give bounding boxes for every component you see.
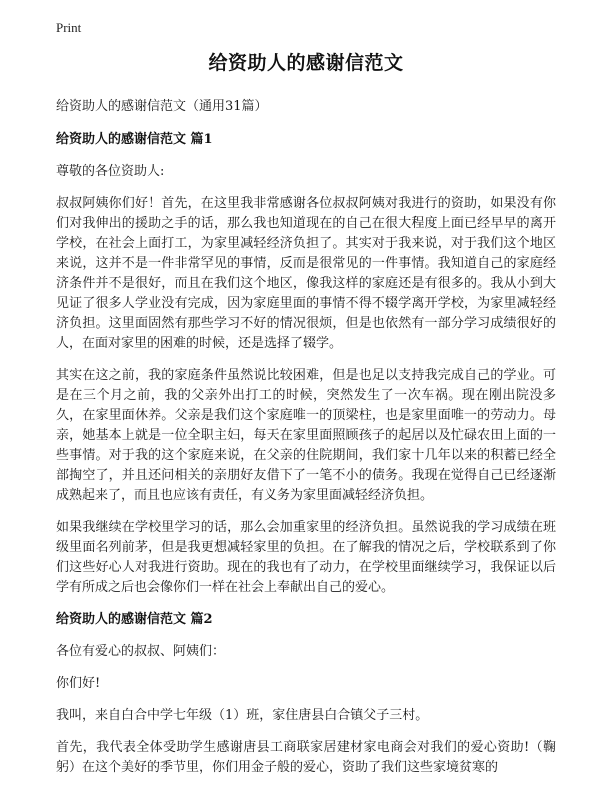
body-paragraph: 如果我继续在学校里学习的话，那么会加重家里的经济负担。虽然说我的学习成绩在班级里面名列前茅，但是我更想减轻家里的负担。在了解我的情况之后，学校联系到了你们这些好心人对我进行资助。现在的我也有了动力，在学校里面继续学习，我保证以后学有所成之后也会像你们一样在社会上奉献出自己的爱心。: [56, 520, 556, 595]
document-subtitle: 给资助人的感谢信范文（通用31篇）: [56, 99, 268, 114]
document-title: 给资助人的感谢信范文: [208, 52, 404, 74]
salutation: 尊敬的各位资助人:: [56, 164, 165, 179]
section-heading: 给资助人的感谢信范文 篇2: [56, 612, 213, 627]
body-paragraph: 首先，我代表全体受助学生感谢唐县工商联家居建材家电商会对我们的爱心资助!（鞠躬）在这个美好的季节里，你们用金子般的爱心，资助了我们这些家境贫寒的: [56, 740, 556, 775]
body-paragraph: 其实在这之前，我的家庭条件虽然说比较困难，但是也足以支持我完成自己的学业。可是在三个月之前，我的父亲外出打工的时候，突然发生了一次车祸。现在刚出院没多久，在家里面休养。父亲是我们这个家庭唯一的顶梁柱，也是家里面唯一的劳动力。母亲，她基本上就是一位全职主妇，每天在家里面照顾孩子的起居以及忙碌农田上面的一些事情。对于我的这个家庭来说，在父亲的住院期间，我们家十几年以来的积蓄已经全部掏空了，并且还问相关的亲朋好友借下了一笔不小的债务。我现在觉得自己已经逐渐成熟起来了，而且也应该有责任，有义务为家里面减轻经济负担。: [56, 368, 556, 503]
body-paragraph: 你们好!: [56, 676, 101, 691]
body-paragraph: 我叫，来自白合中学七年级（1）班，家住唐县白合镇父子三村。: [56, 708, 429, 723]
salutation: 各位有爱心的叔叔、阿姨们：: [56, 644, 226, 659]
print-link[interactable]: Print: [56, 20, 82, 35]
document-body: [56, 48, 556, 790]
section-heading: 给资助人的感谢信范文 篇1: [56, 132, 213, 147]
body-paragraph: 叔叔阿姨你们好！首先，在这里我非常感谢各位叔叔阿姨对我进行的资助，如果没有你们对我伸出的援助之手的话，那么我也知道现在的自己在很大程度上面已经早早的离开学校，在社会上面打工，为家里减轻经济负担了。其实对于我来说，对于我们这个地区来说，这并不是一件非常罕见的事情，反而是很常见的一件事情。我知道自己的家庭经济条件并不是很好，而且在我们这个地区，像我这样的家庭还是有很多的。我从小到大见证了很多人学业没有完成，因为家庭里面的事情不得不辍学离开学校，为家里减轻经济负担。这里面固然有那些学习不好的情况很烦，但是也依然有一部分学习成绩很好的人，在面对家里的困难的时候，还是选择了辍学。: [56, 196, 556, 351]
